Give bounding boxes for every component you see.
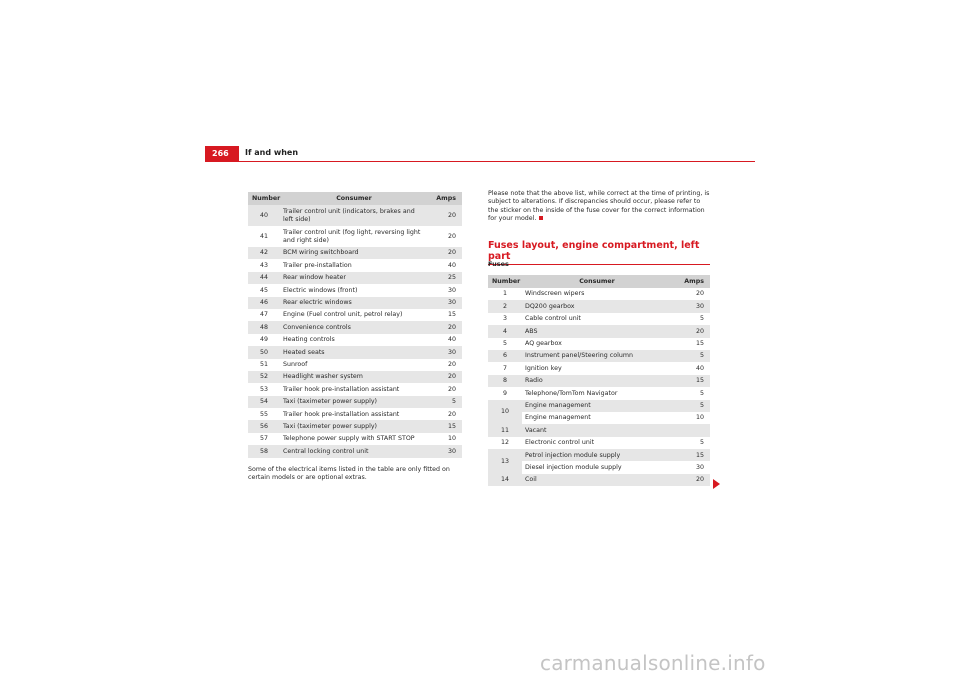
table-row	[488, 300, 710, 312]
fuse-amps: 10	[447, 435, 456, 443]
fuse-number: 13	[488, 449, 522, 474]
fuse-number: 2	[488, 300, 522, 312]
fuse-number: 7	[502, 364, 507, 372]
table-row	[488, 375, 710, 387]
fuse-number: 50	[248, 346, 280, 358]
column-header-number: Number	[488, 275, 522, 288]
fuse-number: 55	[259, 410, 268, 418]
fuse-number: 3	[502, 315, 507, 323]
fuse-consumer: ABS	[522, 325, 672, 337]
fuse-amps: 30	[695, 463, 704, 471]
fuse-consumer: Diesel injection module supply	[525, 463, 622, 471]
table-row	[488, 437, 710, 449]
fuse-amps: 5	[428, 396, 462, 408]
table-header-row	[488, 275, 710, 288]
fuse-consumer: Telephone/TomTom Navigator	[525, 389, 618, 397]
table-row	[248, 284, 462, 296]
fuse-number: 8	[488, 375, 522, 387]
fuse-amps: 20	[672, 474, 710, 486]
fuse-amps: 20	[447, 232, 456, 240]
fuse-consumer: Central locking control unit	[280, 445, 428, 457]
fuse-consumer: Heating controls	[283, 336, 335, 344]
fuse-number: 11	[488, 424, 522, 436]
fuse-amps: 15	[695, 340, 704, 347]
fuse-amps: 20	[447, 410, 456, 418]
fuse-consumer: Windscreen wipers	[525, 290, 585, 298]
table-header-row	[248, 192, 462, 205]
fuse-consumer: Trailer pre-installation	[283, 261, 352, 269]
table-row	[488, 412, 710, 424]
fuse-consumer: Trailer control unit (fog light, reversing light and right side)	[283, 229, 421, 244]
fuse-consumer: Heated seats	[280, 346, 428, 358]
fuse-amps: 20	[428, 321, 462, 333]
fuse-number: 43	[259, 261, 268, 269]
table-row	[248, 396, 462, 408]
fuse-amps: 15	[447, 311, 456, 319]
fuse-amps: 20	[695, 290, 704, 298]
fuse-consumer: Instrument panel/Steering column	[522, 350, 672, 362]
continue-arrow-icon	[713, 479, 720, 489]
table-row	[488, 338, 710, 350]
table-row	[248, 359, 462, 371]
fuse-consumer: Engine management	[522, 400, 672, 412]
section-heading: Fuses layout, engine compartment, left part	[488, 240, 710, 265]
fuse-amps: 20	[447, 385, 456, 393]
fuse-number: 5	[502, 340, 507, 347]
fuse-number: 47	[259, 311, 268, 319]
fuse-consumer: Sunroof	[283, 360, 308, 368]
table-row	[248, 371, 462, 383]
fuse-consumer: Headlight washer system	[280, 371, 428, 383]
fuse-amps: 10	[695, 414, 704, 422]
column-header-consumer: Consumer	[522, 275, 672, 288]
fuse-amps: 40	[695, 364, 704, 372]
table-row	[488, 400, 710, 412]
table-row	[248, 433, 462, 445]
fuse-consumer: Convenience controls	[280, 321, 428, 333]
table-row	[488, 461, 710, 473]
optional-equipment-note: Some of the electrical items listed in the table are only fitted on certain models or are optional extras.	[248, 466, 450, 482]
table-row	[488, 313, 710, 325]
fuse-amps: 15	[428, 420, 462, 432]
fuse-number: 57	[259, 435, 268, 443]
table-row	[488, 325, 710, 337]
table-row	[488, 387, 710, 399]
table-row	[248, 445, 462, 457]
fuse-amps: 20	[447, 360, 456, 368]
fuse-consumer: Engine (Fuel control unit, petrol relay)	[283, 311, 403, 319]
fuse-consumer: Trailer hook pre-installation assistant	[283, 385, 400, 393]
fuse-consumer: Coil	[522, 474, 672, 486]
fuse-amps: 20	[428, 247, 462, 259]
fuse-consumer: Ignition key	[525, 364, 562, 372]
fuse-amps: 30	[428, 297, 462, 309]
fuse-consumer: Vacant	[522, 424, 672, 436]
fuse-amps: 15	[672, 449, 710, 461]
table-row	[248, 205, 462, 226]
table-row	[248, 334, 462, 346]
fuse-number: 45	[259, 286, 268, 294]
fuse-consumer: DQ200 gearbox	[522, 300, 672, 312]
fuse-consumer: AQ gearbox	[525, 340, 562, 347]
fuse-number: 9	[502, 389, 507, 397]
fuse-number: 40	[248, 205, 280, 226]
table-row	[248, 346, 462, 358]
fuse-number: 6	[488, 350, 522, 362]
table-row	[488, 362, 710, 374]
alterations-note-text: Please note that the above list, while correct at the time of printing, is subject to alterations. If discrepancies should occur, please refer to the sticker on the inside of the fuse cover for the correct information for your model.	[488, 190, 710, 223]
fuse-number: 56	[248, 420, 280, 432]
table-row	[248, 297, 462, 309]
fuse-amps: 30	[672, 300, 710, 312]
fuse-amps: 30	[428, 445, 462, 457]
fuse-number: 52	[248, 371, 280, 383]
fuse-consumer: Electric windows (front)	[283, 286, 358, 294]
table-row	[488, 449, 710, 461]
table-row	[248, 383, 462, 395]
fuse-amps: 20	[428, 205, 462, 226]
fuse-table-interior	[248, 192, 462, 458]
fuse-number: 1	[502, 290, 507, 298]
page-title: If and when	[245, 148, 299, 157]
table-row	[248, 272, 462, 284]
table-row	[248, 408, 462, 420]
fuse-amps	[672, 424, 710, 436]
fuse-amps: 20	[672, 325, 710, 337]
fuse-consumer: Trailer control unit (indicators, brakes and left side)	[280, 205, 428, 226]
column-header-amps: Amps	[672, 275, 710, 288]
table-row	[248, 321, 462, 333]
column-header-number: Number	[248, 192, 280, 205]
table-row	[248, 420, 462, 432]
end-of-section-icon	[539, 216, 543, 220]
table-row	[488, 350, 710, 362]
table-row	[488, 474, 710, 486]
fuse-number: 42	[248, 247, 280, 259]
fuse-consumer: Rear window heater	[280, 272, 428, 284]
fuse-amps: 25	[428, 272, 462, 284]
fuse-consumer: Taxi (taximeter power supply)	[280, 420, 428, 432]
fuse-amps: 20	[428, 371, 462, 383]
fuse-amps: 30	[428, 346, 462, 358]
table-row	[248, 259, 462, 271]
fuse-consumer: Petrol injection module supply	[522, 449, 672, 461]
fuse-number: 10	[488, 400, 522, 425]
fuse-number: 41	[259, 232, 268, 240]
table-row	[248, 309, 462, 321]
fuse-number: 49	[259, 336, 268, 344]
fuse-amps: 40	[447, 261, 456, 269]
sub-heading: Fuses	[488, 260, 509, 268]
fuse-amps: 5	[699, 315, 704, 323]
fuse-consumer: Radio	[522, 375, 672, 387]
alterations-note	[488, 190, 712, 224]
column-header-amps: Amps	[428, 192, 462, 205]
table-row	[248, 226, 462, 247]
fuse-amps: 30	[447, 286, 456, 294]
table-row	[248, 247, 462, 259]
fuse-amps: 5	[672, 350, 710, 362]
watermark: carmanualsonline.info	[540, 651, 766, 675]
fuse-number: 12	[500, 439, 509, 447]
fuse-consumer: Cable control unit	[525, 315, 581, 323]
fuse-table-engine-left	[488, 275, 710, 486]
fuse-consumer: Electronic control unit	[525, 439, 595, 447]
header-divider	[205, 161, 755, 162]
fuse-number: 51	[259, 360, 268, 368]
fuse-consumer: Rear electric windows	[280, 297, 428, 309]
table-row	[488, 424, 710, 436]
fuse-amps: 40	[447, 336, 456, 344]
fuse-number: 4	[488, 325, 522, 337]
fuse-number: 46	[248, 297, 280, 309]
fuse-amps: 5	[699, 439, 704, 447]
fuse-consumer: Trailer hook pre-installation assistant	[283, 410, 400, 418]
fuse-number: 44	[248, 272, 280, 284]
fuse-amps: 5	[672, 400, 710, 412]
fuse-amps: 5	[699, 389, 704, 397]
table-row	[488, 288, 710, 300]
fuse-number: 58	[248, 445, 280, 457]
fuse-consumer: Engine management	[525, 414, 591, 422]
fuse-amps: 15	[672, 375, 710, 387]
fuse-number: 48	[248, 321, 280, 333]
fuse-consumer: Telephone power supply with START STOP	[283, 435, 415, 443]
fuse-consumer: BCM wiring switchboard	[280, 247, 428, 259]
fuse-number: 53	[259, 385, 268, 393]
fuse-number: 14	[488, 474, 522, 486]
fuse-consumer: Taxi (taximeter power supply)	[280, 396, 428, 408]
fuse-number: 54	[248, 396, 280, 408]
page-number: 266	[205, 146, 239, 161]
column-header-consumer: Consumer	[280, 192, 428, 205]
